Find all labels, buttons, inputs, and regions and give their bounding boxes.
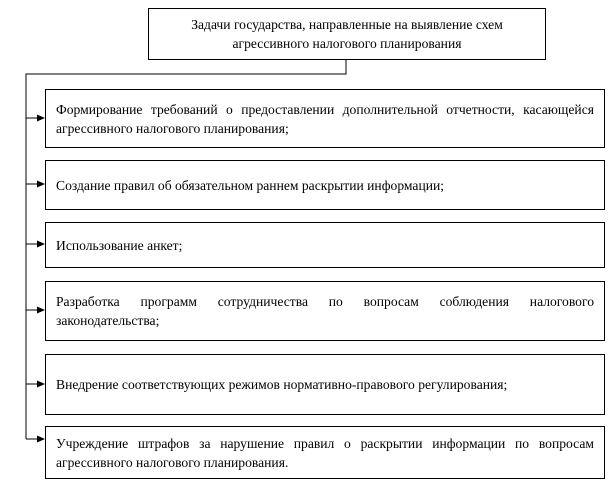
task-text-3: Использование анкет;	[56, 237, 183, 253]
task-text-1: Формирование требований о предоставлении дополнительной отчетности, касающейся агрессивного налогового планирования;	[56, 101, 594, 136]
diagram-title-box	[148, 8, 546, 60]
task-box-6	[45, 426, 605, 479]
task-box-3	[45, 222, 605, 268]
diagram-title: Задачи государства, направленные на выявление схем агрессивного налогового планирования	[191, 17, 503, 51]
task-box-1	[45, 89, 605, 148]
task-box-4	[45, 281, 605, 341]
task-text-5: Внедрение соответствующих режимов нормативно-правового регулирования;	[56, 377, 508, 392]
task-box-2	[45, 160, 605, 210]
task-text-4: Разработка программ сотрудничества по вопросам соблюдения налогового законодательства;	[56, 294, 594, 328]
task-box-5	[45, 354, 605, 415]
task-text-6: Учреждение штрафов за нарушение правил о раскрытии информации по вопросам агрессивного налогового планирования.	[56, 435, 594, 470]
task-text-2: Создание правил об обязательном раннем раскрытии информации;	[56, 177, 445, 193]
